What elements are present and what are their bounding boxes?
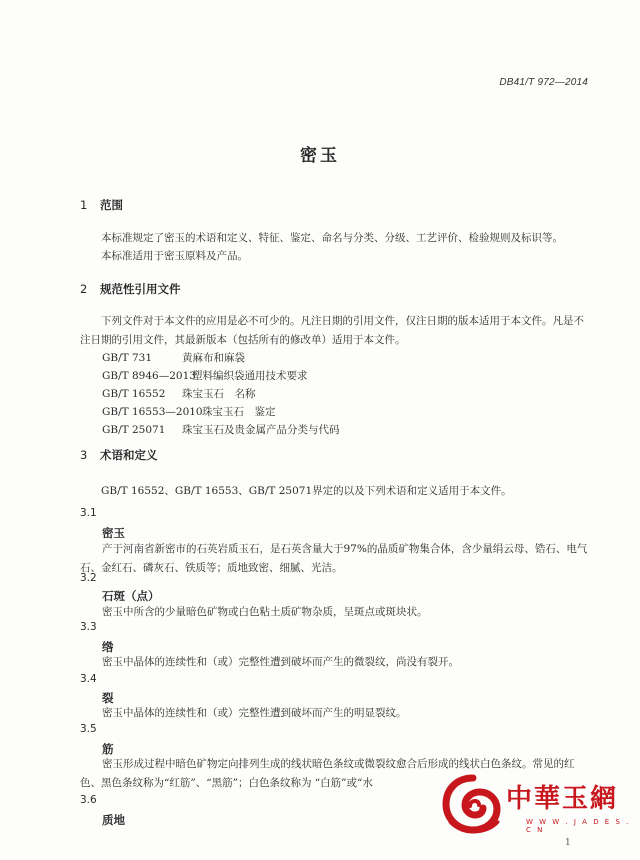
reference-title: 珠宝玉石及贵金属产品分类与代码 <box>182 424 340 436</box>
section-title: 术语和定义 <box>100 448 158 462</box>
clause-number: 3.4 <box>80 673 97 685</box>
term-title: 筋 <box>102 742 114 756</box>
reference-title: 塑料编织袋通用技术要求 <box>192 370 308 382</box>
reference-title: 黄麻布和麻袋 <box>182 352 245 364</box>
section-1-paragraph-1: 本标准规定了密玉的术语和定义、特征、鉴定、命名与分类、分级、工艺评价、检验规则及标识等。 <box>101 232 563 244</box>
section-3-heading <box>80 447 158 463</box>
jade-swirl-logo-icon <box>440 772 506 838</box>
reference-item <box>102 386 256 401</box>
reference-item <box>102 368 308 383</box>
clause-number: 3.3 <box>80 621 97 633</box>
term-definition: 密玉形成过程中暗色矿物定向排列生成的线状暗色条纹或微裂纹愈合后形成的线状白色条纹。常见的红色、黑色条纹称为“红筋”、“黑筋”；白色条纹称为 “白筋”或“水 <box>80 758 575 789</box>
clause-number: 3.5 <box>80 723 97 735</box>
section-number: 2 <box>80 282 88 296</box>
reference-title: 珠宝玉石 鉴定 <box>202 406 276 418</box>
section-number: 3 <box>80 448 88 462</box>
section-title: 规范性引用文件 <box>100 282 181 296</box>
reference-code: GB/T 731 <box>102 352 153 364</box>
section-number: 1 <box>80 198 88 212</box>
clause-number: 3.2 <box>80 572 97 584</box>
reference-item <box>102 422 340 437</box>
clause-number: 3.1 <box>80 507 97 519</box>
reference-item <box>102 350 245 365</box>
term-title: 裂 <box>102 691 114 705</box>
term-definition: 密玉中晶体的连续性和（或）完整性遭到破坏而产生的微裂纹，尚没有裂开。 <box>102 656 459 668</box>
watermark-url: W W W . J A D E S . C N <box>526 818 631 834</box>
term-definition: 产于河南省新密市的石英岩质玉石，是石英含量大于97%的晶质矿物集合体，含少量绢云母、锆石、电气石、金红石、磷灰石、铁质等；质地致密、细腻、光洁。 <box>80 543 588 574</box>
term-definition: 密玉中所含的少量暗色矿物或白色粘土质矿物杂质，呈斑点或斑块状。 <box>102 606 428 618</box>
clause-number: 3.6 <box>80 794 97 806</box>
section-3-intro: GB/T 16552、GB/T 16553、GB/T 25071界定的以及下列术语和定义适用于本文件。 <box>101 485 512 497</box>
term-title: 质地 <box>102 813 125 827</box>
reference-code: GB/T 8946—2013 <box>102 370 196 382</box>
reference-item <box>102 404 276 419</box>
reference-title: 珠宝玉石 名称 <box>182 388 256 400</box>
section-title: 范围 <box>100 198 123 212</box>
section-2-intro: 下列文件对于本文件的应用是必不可少的。凡注日期的引用文件，仅注日期的版本适用于本文件。凡是不注日期的引用文件，其最新版本（包括所有的修改单）适用于本文件。 <box>80 315 584 346</box>
reference-code: GB/T 25071 <box>102 424 166 436</box>
watermark-text: 中華玉網 <box>506 784 619 814</box>
site-watermark <box>440 772 635 842</box>
reference-code: GB/T 16552 <box>102 388 166 400</box>
term-title: 绺 <box>102 640 114 654</box>
term-title: 石斑（点） <box>102 589 160 603</box>
reference-code: GB/T 16553—2010 <box>102 406 203 418</box>
section-1-paragraph-2: 本标准适用于密玉原料及产品。 <box>101 250 248 262</box>
section-1-heading <box>80 197 123 213</box>
page-number: 1 <box>565 838 571 848</box>
term-title: 密玉 <box>102 526 125 540</box>
standard-code: DB41/T 972—2014 <box>499 77 588 88</box>
document-title: 密玉 <box>300 146 340 166</box>
term-definition: 密玉中晶体的连续性和（或）完整性遭到破坏而产生的明显裂纹。 <box>102 707 407 719</box>
section-2-heading <box>80 281 181 297</box>
